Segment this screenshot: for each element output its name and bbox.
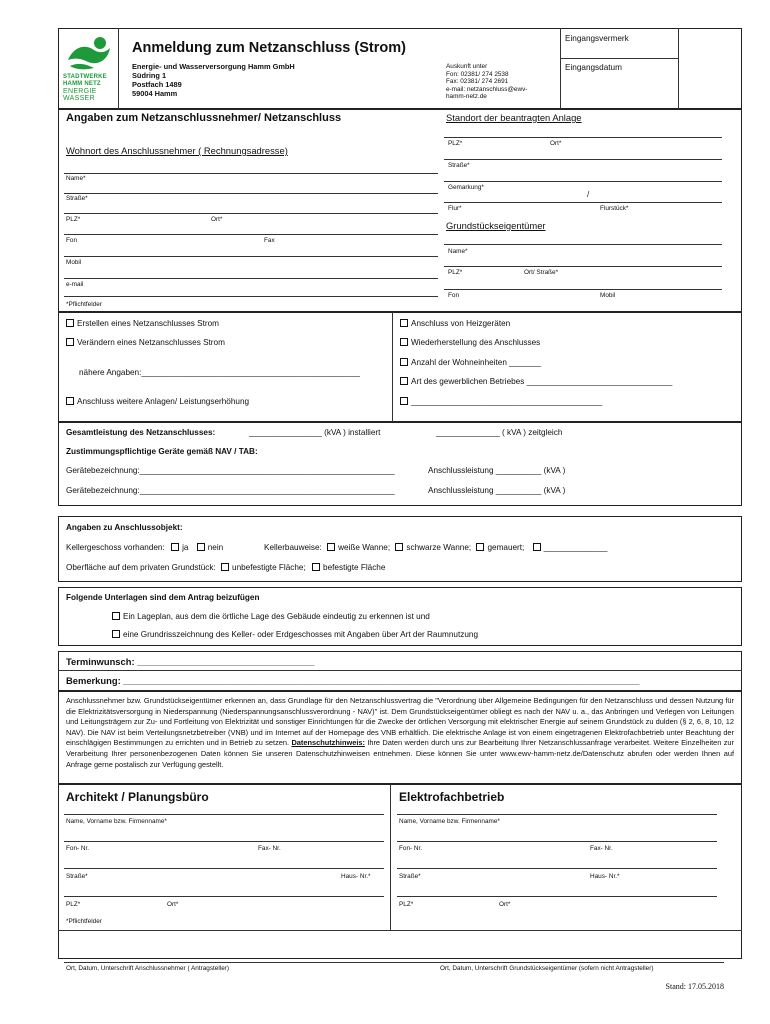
erstellen-label: Erstellen eines Netzanschlusses Strom <box>77 319 219 328</box>
line-left-2 <box>64 193 438 194</box>
contact-email-1: e-mail: netzanschluss@ewv- <box>446 85 528 93</box>
arch-line-2 <box>64 841 384 842</box>
kellerbau-sonstiges-checkbox[interactable] <box>533 543 541 551</box>
befestigt-label: befestigte Fläche <box>323 563 386 572</box>
unbefestigt-checkbox[interactable] <box>221 563 229 571</box>
elek-plz-label[interactable]: PLZ* <box>399 901 414 908</box>
gewerblich-checkbox[interactable] <box>400 377 408 385</box>
wohneinheiten-checkbox[interactable] <box>400 358 408 366</box>
name-field-label[interactable]: Name* <box>66 175 86 182</box>
elek-haus-label[interactable]: Haus- Nr.* <box>590 873 620 880</box>
elek-name-label[interactable]: Name, Vorname bzw. Firmenname* <box>399 818 500 825</box>
oberflaeche-row <box>66 563 385 573</box>
mobil-field-label[interactable]: Mobil <box>66 259 82 266</box>
company-street: Südring 1 <box>132 71 167 80</box>
grundstueckseigentuemer-heading: Grundstückseigentümer <box>446 220 546 231</box>
company-name: Energie- und Wasserversorgung Hamm GmbH <box>132 62 295 71</box>
arch-fon-label[interactable]: Fon- Nr. <box>66 845 90 852</box>
line-right-5 <box>444 244 722 245</box>
lageplan-checkbox[interactable] <box>112 612 120 620</box>
logo-line-3: ENERGIE <box>63 87 97 95</box>
standort-heading: Standort der beantragten Anlage <box>446 112 582 123</box>
elek-ort-label[interactable]: Ort* <box>499 901 511 908</box>
wiederherstellung-label: Wiederherstellung des Anschlusses <box>411 338 541 347</box>
heizgeraete-label: Anschluss von Heizgeräten <box>411 319 511 328</box>
befestigt-checkbox[interactable] <box>312 563 320 571</box>
arch-line-3 <box>64 868 384 869</box>
flurstueck-label[interactable]: Flurstück* <box>600 205 629 212</box>
gemarkung-label[interactable]: Gemarkung* <box>448 184 484 191</box>
signature-right-label[interactable]: Ort, Datum, Unterschrift Grundstückseigentümer (sofern nicht Antragsteller) <box>440 965 654 972</box>
contact-email-2: hamm-netz.de <box>446 93 487 101</box>
datenschutz-label: Datenschutzhinweis: <box>291 738 365 748</box>
gesamtleistung-label: Gesamtleistung des Netzanschlusses: <box>66 428 216 437</box>
oberflaeche-label: Oberfläche auf dem privaten Grundstück: <box>66 563 216 572</box>
kellergeschoss-row <box>66 543 223 553</box>
arch-ort-label[interactable]: Ort* <box>167 901 179 908</box>
architekt-heading: Architekt / Planungsbüro <box>66 790 209 804</box>
arch-line-4 <box>64 896 384 897</box>
gemauert-label: gemauert; <box>487 543 525 552</box>
contacts-frame <box>58 784 742 959</box>
header-divider-logo <box>118 28 119 109</box>
elek-fax-label[interactable]: Fax- Nr. <box>590 845 613 852</box>
lageplan-label: Ein Lageplan, aus dem die örtliche Lage des Gebäude eindeutig zu erkennen ist und <box>123 612 430 621</box>
left-section-heading: Angaben zum Netzanschlussnehmer/ Netzanschluss <box>66 112 342 124</box>
anschlussleistung-1-field[interactable]: Anschlussleistung __________ (kVA ) <box>428 466 566 475</box>
fax-field-label[interactable]: Fax <box>264 237 275 244</box>
option-weitere[interactable] <box>66 397 249 407</box>
arch-plz-label[interactable]: PLZ* <box>66 901 81 908</box>
grundriss-checkbox[interactable] <box>112 630 120 638</box>
kellerbau-sonstiges-field[interactable]: ______________ <box>543 543 608 552</box>
anschlussleistung-2-field[interactable]: Anschlussleistung __________ (kVA ) <box>428 486 566 495</box>
line-left-6 <box>64 278 438 279</box>
fon-field-label[interactable]: Fon <box>66 237 78 244</box>
contacts-divider <box>390 784 391 930</box>
elek-fon-label[interactable]: Fon- Nr. <box>399 845 423 852</box>
option-wiederherstellung[interactable] <box>400 338 540 348</box>
kellergeschoss-label: Kellergeschoss vorhanden: <box>66 543 165 552</box>
wohneinheiten-label: Anzahl der Wohneinheiten _______ <box>411 358 542 367</box>
header-divider-right <box>678 28 679 109</box>
naehere-angaben-field[interactable]: nähere Angaben:________________________________________________ <box>79 368 360 377</box>
arch-strasse-label[interactable]: Straße* <box>66 873 88 880</box>
eingangsvermerk-label: Eingangsvermerk <box>565 34 629 43</box>
line-left-7 <box>64 296 438 297</box>
line-left-1 <box>64 173 438 174</box>
bemerkung-field[interactable]: Bemerkung: ___________________________________________________________________________________________________ <box>66 675 640 686</box>
arch-fax-label[interactable]: Fax- Nr. <box>258 845 281 852</box>
eigentuemer-mobil-label[interactable]: Mobil <box>600 292 616 299</box>
veraendern-label: Verändern eines Netzanschlusses Strom <box>77 338 225 347</box>
standort-ort-label[interactable]: Ort* <box>550 140 562 147</box>
weitere-label: Anschluss weitere Anlagen/ Leistungserhöhung <box>77 397 250 406</box>
line-left-4 <box>64 234 438 235</box>
contacts-bottom-line <box>58 930 742 931</box>
elek-line-1 <box>397 814 717 815</box>
line-left-3 <box>64 213 438 214</box>
sonstiges-label: __________________________________________ <box>411 397 603 406</box>
logo-line-1: STADTWERKE <box>63 74 107 80</box>
objekt-heading: Angaben zu Anschlussobjekt: <box>66 523 183 532</box>
signature-left-label[interactable]: Ort, Datum, Unterschrift Anschlussnehmer ( Antragsteller) <box>66 965 230 972</box>
elek-line-4 <box>397 896 717 897</box>
heizgeraete-checkbox[interactable] <box>400 319 408 327</box>
email-field-label[interactable]: e-mail <box>66 281 84 288</box>
elektro-heading: Elektrofachbetrieb <box>399 790 505 804</box>
option-sonstiges[interactable] <box>400 397 602 407</box>
standort-plz-label[interactable]: PLZ* <box>448 140 463 147</box>
stand-date: Stand: 17.05.2018 <box>665 982 724 991</box>
weitere-checkbox[interactable] <box>66 397 74 405</box>
terminwunsch-field[interactable]: Terminwunsch: __________________________________ <box>66 656 315 667</box>
schwarze-wanne-label: schwarze Wanne; <box>406 543 472 552</box>
arch-name-label[interactable]: Name, Vorname bzw. Firmenname* <box>66 818 167 825</box>
geraet-2-field[interactable]: Gerätebezeichnung:________________________________________________________ <box>66 486 395 495</box>
option-heizgeraete[interactable] <box>400 319 510 329</box>
flur-label[interactable]: Flur* <box>448 205 462 212</box>
options-divider <box>392 312 393 422</box>
termin-separator <box>58 670 742 671</box>
installiert-field[interactable]: ________________ (kVA ) installiert <box>249 428 381 437</box>
line-right-2 <box>444 159 722 160</box>
sonstiges-checkbox[interactable] <box>400 397 408 405</box>
line-left-5 <box>64 256 438 257</box>
option-wohneinheiten[interactable] <box>400 358 541 368</box>
legal-text-part-2: Ihre Daten werden durch uns zur Bearbeitung Ihrer Netzanschlussanfrage verarbeitet. Weitere Einzelheiten zur Verarbeitung Ihrer personenbezogenen Daten können Sie unseren Datenschutzhinweisen entnehmen. Diese können Sie unter www.ewv-hamm-netz.de/Datenschutz abrufen oder werden Ihnen auf Anfrage gerne postalisch zur Verfügung gestellt. <box>66 738 735 769</box>
keller-ja-label: ja <box>182 543 189 552</box>
plz-field-label[interactable]: PLZ* <box>66 216 81 223</box>
contact-fax: Fax: 02381/ 274 2691 <box>446 78 509 86</box>
logo-line-4: WASSER <box>63 94 95 102</box>
kellerbauweise-label: Kellerbauweise: <box>264 543 322 552</box>
geraet-1-field[interactable]: Gerätebezeichnung:________________________________________________________ <box>66 466 395 475</box>
line-right-4 <box>444 202 722 203</box>
unterlagen-heading: Folgende Unterlagen sind dem Antrag beizufügen <box>66 593 260 602</box>
unterlagen-item-1[interactable] <box>112 612 430 622</box>
eigentuemer-name-label[interactable]: Name* <box>448 248 468 255</box>
signature-line <box>64 962 724 963</box>
veraendern-checkbox[interactable] <box>66 338 74 346</box>
ort-field-label[interactable]: Ort* <box>211 216 223 223</box>
form-title: Anmeldung zum Netzanschluss (Strom) <box>132 40 406 56</box>
flur-separator: / <box>587 190 590 199</box>
elek-strasse-label[interactable]: Straße* <box>399 873 421 880</box>
keller-nein-checkbox[interactable] <box>197 543 205 551</box>
header-divider-stamp <box>560 28 561 109</box>
zustimmung-heading: Zustimmungspflichtige Geräte gemäß NAV / TAB: <box>66 447 258 456</box>
unbefestigt-label: unbefestigte Fläche; <box>232 563 306 572</box>
unterlagen-item-2[interactable] <box>112 630 478 640</box>
erstellen-checkbox[interactable] <box>66 319 74 327</box>
legal-text <box>66 696 734 770</box>
weisse-wanne-label: weiße Wanne; <box>338 543 391 552</box>
keller-nein-label: nein <box>207 543 224 552</box>
legal-text-part-1: Anschlussnehmer bzw. Grundstückseigentümer erkennen an, dass Grundlage für den Netzanschlussvertrag die "Verordnung über Allgemeine Bedingungen für den Netzanschluss und dessen Nutzung für die Elektrizitätsversorgung in Niederspannung (Niederspannungsanschlussverordnung - NAV)" ist. Dem Grundstückseigentümer obliegt es nach der NAV u. a., das Anbringen und Verlegen von Leitungen und Leitungsträgern zur Zu- und Fortleitung von Elektrizität und sonstiger Einrichtungen für die Zwecke der örtlichen Versorgung mit elektrischer Energie auf seinem Grundstück zu dulden (§ 2, 6, 8, 10, 12 NAV). Die NAV ist beim Verteilungsnetzbetreiber (VNB) und im Internet auf der Homepage des VNB erhältlich. Die elektrische Anlage ist von einem eingetragenen Elektrofachbetrieb unter Beachtung der einschlägigen Bestimmungen zu errichten und in Betrieb zu setzen. <box>66 696 734 748</box>
eigentuemer-plz-label[interactable]: PLZ* <box>448 269 463 276</box>
schwarze-wanne-checkbox[interactable] <box>395 543 403 551</box>
weisse-wanne-checkbox[interactable] <box>327 543 335 551</box>
zeitgleich-field[interactable]: ______________ ( kVA ) zeitgleich <box>436 428 563 437</box>
contact-phone: Fon: 02381/ 274 2538 <box>446 70 509 78</box>
keller-ja-checkbox[interactable] <box>171 543 179 551</box>
header-stamp-separator <box>560 58 678 59</box>
eigentuemer-ort-strasse-label[interactable]: Ort/ Straße* <box>524 269 559 276</box>
standort-strasse-label[interactable]: Straße* <box>448 162 470 169</box>
street-field-label[interactable]: Straße* <box>66 195 88 202</box>
logo-swoosh-icon <box>64 36 114 72</box>
wohnort-heading: Wohnort des Anschlussnehmer ( Rechnungsadresse) <box>66 145 288 156</box>
logo-line-2: HAMM NETZ <box>63 80 101 87</box>
eigentuemer-fon-label[interactable]: Fon <box>448 292 460 299</box>
line-right-3 <box>444 181 722 182</box>
company-city: 59004 Hamm <box>132 89 178 98</box>
contact-info <box>446 63 527 101</box>
contact-line-1: Auskunft unter <box>446 63 488 70</box>
eingangsdatum-label: Eingangsdatum <box>565 63 622 72</box>
gemauert-checkbox[interactable] <box>476 543 484 551</box>
grundriss-label: eine Grundrisszeichnung des Keller- oder Erdgeschosses mit Angaben über Art der Raumnutzung <box>123 630 478 639</box>
elek-line-2 <box>397 841 717 842</box>
company-postbox: Postfach 1489 <box>132 80 182 89</box>
line-right-1 <box>444 137 722 138</box>
gewerblich-label: Art des gewerblichen Betriebes ________________________________ <box>411 377 673 386</box>
company-address <box>132 62 295 98</box>
option-gewerblich[interactable] <box>400 377 672 387</box>
line-right-6 <box>444 266 722 267</box>
line-right-7 <box>444 289 722 290</box>
arch-haus-label[interactable]: Haus- Nr.* <box>341 873 371 880</box>
option-veraendern[interactable] <box>66 338 225 348</box>
elek-line-3 <box>397 868 717 869</box>
option-erstellen[interactable] <box>66 319 219 329</box>
company-logo <box>63 36 115 104</box>
wiederherstellung-checkbox[interactable] <box>400 338 408 346</box>
arch-line-1 <box>64 814 384 815</box>
kellerbauweise-row <box>264 543 607 553</box>
pflicht-note-left: *Pflichtfelder <box>66 301 102 308</box>
pflicht-note-bottom: *Pflichtfelder <box>66 918 102 925</box>
address-section-frame <box>58 109 742 312</box>
